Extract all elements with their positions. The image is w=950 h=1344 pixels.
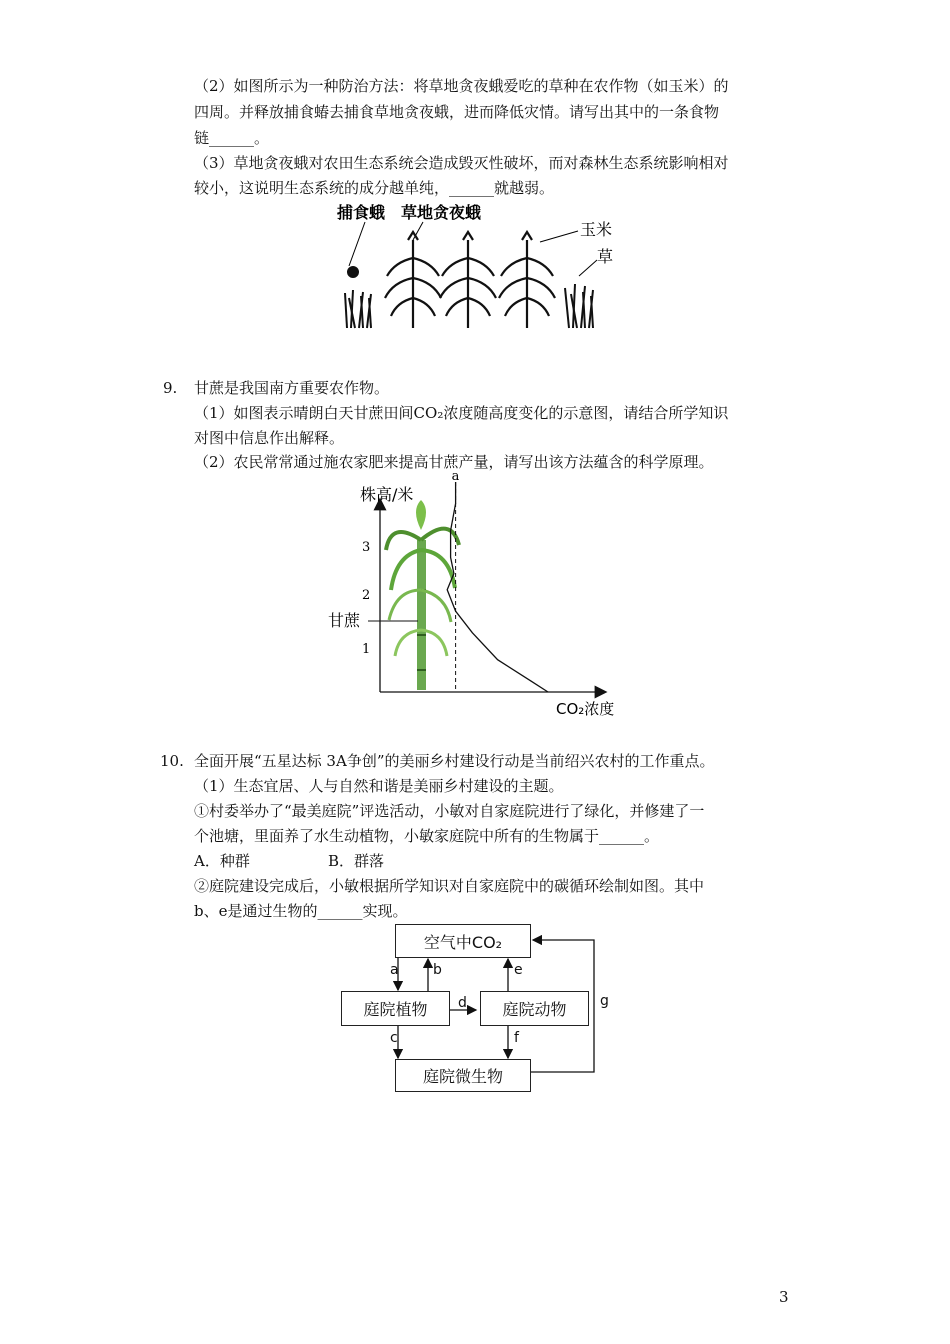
- label-f: f: [514, 1030, 519, 1046]
- q8-part2-line2: 四周。并释放捕食蝽去捕食草地贪夜蛾，进而降低灾情。请写出其中的一条食物: [194, 103, 720, 121]
- q10-sub2-line2: b、e是通过生物的______实现。: [194, 902, 408, 920]
- label-a: a: [390, 962, 399, 978]
- plant-label: 甘蔗: [328, 611, 361, 630]
- q10-option-b: B．群落: [328, 852, 385, 870]
- box-animals: 庭院动物: [480, 991, 589, 1026]
- q9-part1-line2: 对图中信息作出解释。: [194, 429, 345, 447]
- page-number: 3: [779, 1288, 789, 1306]
- label-grass: 草: [597, 247, 614, 266]
- label-c: c: [390, 1030, 398, 1046]
- label-predator: 捕食蛾: [337, 203, 386, 222]
- reference-line-a-label: a: [451, 470, 460, 484]
- q10-sub2-line1: ②庭院建设完成后，小敏根据所学知识对自家庭院中的碳循环绘制如图。其中: [194, 877, 705, 895]
- label-moth: 草地贪夜蛾: [401, 203, 482, 222]
- y-axis-label: 株高/米: [360, 485, 414, 504]
- y-tick-2: 2: [362, 588, 371, 603]
- q10-part1: （1）生态宜居、人与自然和谐是美丽乡村建设的主题。: [194, 777, 564, 795]
- y-tick-1: 1: [362, 642, 371, 657]
- label-d: d: [458, 995, 467, 1011]
- q8-part2-line1: （2）如图所示为一种防治方法：将草地贪夜蛾爱吃的草种在农作物（如玉米）的: [194, 77, 729, 95]
- q10-sub1-line2: 个池塘，里面养了水生动植物，小敏家庭院中所有的生物属于______。: [194, 827, 660, 845]
- q8-part2-line3: 链______。: [194, 129, 270, 147]
- label-corn: 玉米: [580, 220, 613, 239]
- box-microbes: 庭院微生物: [395, 1059, 531, 1092]
- corn-plants-icon: [385, 232, 555, 328]
- label-e: e: [514, 962, 523, 978]
- corn-field-figure: [335, 198, 625, 333]
- co2-height-chart: [320, 470, 640, 720]
- x-axis-label: CO₂浓度: [556, 700, 615, 718]
- co2-curve: [447, 482, 548, 692]
- q9-stem: 甘蔗是我国南方重要农作物。: [194, 379, 390, 397]
- sugarcane-icon: [386, 500, 459, 690]
- box-plants: 庭院植物: [341, 991, 450, 1026]
- box-air-co2: 空气中CO₂: [395, 924, 531, 958]
- q10-sub1-line1: ①村委举办了“最美庭院”评选活动，小敏对自家庭院进行了绿化，并修建了一: [194, 802, 705, 820]
- q8-part3-line1: （3）草地贪夜蛾对农田生态系统会造成毁灭性破坏，而对森林生态系统影响相对: [194, 154, 729, 172]
- grass-left-icon: [345, 267, 371, 328]
- label-b: b: [433, 962, 442, 978]
- carbon-cycle-diagram: [330, 920, 630, 1095]
- q9-part1-line1: （1）如图表示晴朗白天甘蔗田间CO₂浓度随高度变化的示意图，请结合所学知识: [194, 404, 729, 422]
- grass-right-icon: [565, 284, 593, 328]
- q10-option-a: A．种群: [194, 852, 250, 870]
- q9-part2-line1: （2）农民常常通过施农家肥来提高甘蔗产量，请写出该方法蕴含的科学原理。: [194, 453, 714, 471]
- q10-stem: 全面开展“五星达标 3A争创”的美丽乡村建设行动是当前绍兴农村的工作重点。: [194, 752, 715, 770]
- y-tick-3: 3: [362, 540, 371, 555]
- q8-part3-line2: 较小，这说明生态系统的成分越单纯，______就越弱。: [194, 179, 555, 197]
- q10-number: 10.: [160, 752, 184, 770]
- q9-number: 9.: [163, 379, 178, 397]
- label-g: g: [600, 993, 609, 1009]
